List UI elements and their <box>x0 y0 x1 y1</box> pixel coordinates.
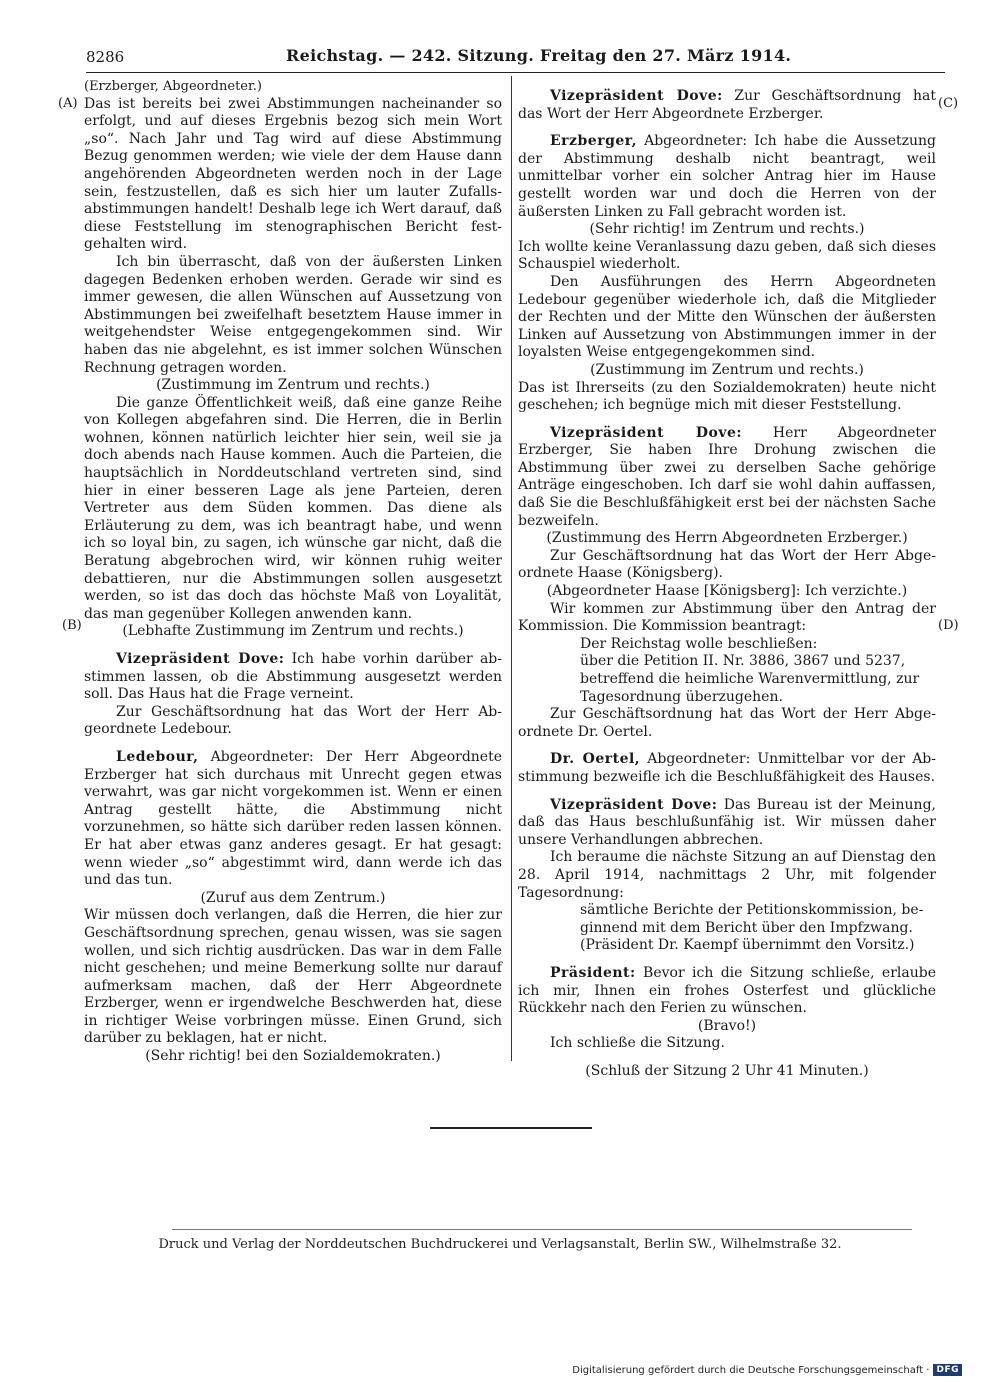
margin-marker-c: (C) <box>938 96 959 111</box>
paragraph: Zur Geschäftsordnung hat das Wort der Herr Abgeordnete Haase (Königsberg). <box>518 547 936 582</box>
speech-paragraph <box>518 88 936 123</box>
speech-text: Abgeordneter: Ich habe die Aussetzung der Abstimmung deshalb nicht beantragt, weil unmittelbar vorher ein solcher Antrag hier im Hause gestellt worden war und doch die Herren von der äußersten Linken zu Fall gebracht worden ist. <box>518 133 936 220</box>
interjection: (Sehr richtig! im Zentrum und rechts.) <box>589 221 865 238</box>
speaker-name: Vizepräsident Dove: <box>550 424 743 441</box>
interjection: (Abgeordneter Haase [Königsberg]: Ich verzichte.) <box>546 583 908 600</box>
speaker-name: Vizepräsident Dove: <box>116 651 285 667</box>
interjection: (Zuruf aus dem Zentrum.) <box>200 889 386 906</box>
paragraph: Ich beraume die nächste Sitzung an auf Dienstag den 28. April 1914, nachmittags 2 Uhr, mit folgender Tagesordnung: <box>518 849 936 901</box>
digitization-note <box>572 1364 962 1376</box>
paragraph: Zur Geschäftsordnung hat das Wort der Herr Abgeordnete Ledebour. <box>84 703 502 738</box>
speaker-name: Dr. Oertel, <box>550 751 641 768</box>
paragraph: Wir müssen doch verlangen, daß die Herren, die hier zur Geschäftsordnung sprechen, genau wissen, was sie sagen wollen, und sich richtig ausdrücken. Das war in dem Falle nicht geschehen; und meine Bemerkung sollte nur darauf aufmerksam machen, daß der Herr Abgeordnete Erzberger, wenn er irgendwelche Beschwerden hat, diese in richtiger Weise vorbringen müsse. Einen Grund, sich darüber zu beklagen, hat er nicht. <box>84 907 502 1047</box>
session-close-note: (Schluß der Sitzung 2 Uhr 41 Minuten.) <box>585 1062 869 1079</box>
paragraph: Die ganze Öffentlichkeit weiß, daß eine ganze Reihe von Kollegen abgefahren sind. Die Herren, die in Berlin wohnen, können natürlich leichter hier sein, weil sie ja doch abends nach Hause kommen. Auch die Parteien, die hauptsächlich in Norddeutschland vertreten sind, sind hier in einer besseren Lage als jene Parteien, deren Vertreter aus dem Süden kommen. Das diene als Erläuterung zu dem, was ich beantragt habe, und wenn ich so loyal bin, zu sagen, ich wünsche gar nicht, daß die Beratung abgebrochen wird, wir können ruhig weiter debattieren, nur die Abstimmungen sollen ausgesetzt werden, so ist das doch das höchste Maß von Loyalität, das man gegenüber Kollegen anwenden kann. <box>84 394 502 622</box>
column-divider <box>511 76 512 1061</box>
speech-text: Herr Abgeordneter Erzberger, Sie haben Ihre Drohung zwischen die Abstimmung über zwei zu derselben Sache gehörige Anträge eingeschoben. Ich darf sie wohl dahin auffassen, daß Sie die Beschlußfähigkeit erst bei der nächsten Sache bezweifeln. <box>518 424 936 529</box>
speech-paragraph <box>518 797 936 850</box>
paragraph: Das ist Ihrerseits (zu den Sozialdemokraten) heute nicht geschehen; ich begnüge mich mit dieser Feststellung. <box>518 379 936 414</box>
end-rule <box>430 1127 592 1129</box>
page-number: 8286 <box>86 48 125 66</box>
paragraph: Ich wollte keine Veranlassung dazu geben, daß sich dieses Schauspiel wiederholt. <box>518 238 936 273</box>
interjection: (Zustimmung im Zentrum und rechts.) <box>156 377 430 394</box>
paragraph: Zur Geschäftsordnung hat das Wort der Herr Abgeordnete Dr. Oertel. <box>518 706 936 740</box>
margin-marker-a: (A) <box>58 96 78 111</box>
speech-paragraph <box>518 965 936 1018</box>
speech-paragraph <box>518 751 936 786</box>
interjection: (Bravo!) <box>697 1017 757 1034</box>
speech-paragraph <box>84 651 502 704</box>
paragraph: Wir kommen zur Abstimmung über den Antrag der Kommission. Die Kommission beantragt: <box>518 600 936 635</box>
printer-imprint: Druck und Verlag der Norddeutschen Buchdruckerei und Verlagsanstalt, Berlin SW., Wilhelmstraße 32. <box>158 1237 842 1252</box>
paragraph: Ich schließe die Sitzung. <box>550 1035 725 1052</box>
margin-marker-d: (D) <box>938 618 959 633</box>
motion-heading: Der Reichstag wolle beschließen: <box>580 635 818 652</box>
speaker-name: Präsident: <box>550 964 636 981</box>
speaker-name: Erzberger, <box>550 133 637 150</box>
header-rule <box>86 72 945 73</box>
left-column <box>84 78 502 1066</box>
page-header <box>86 46 945 72</box>
dfg-logo: DFG <box>933 1364 962 1376</box>
paragraph: Das ist bereits bei zwei Abstimmungen nacheinander so erfolgt, und auf dieses Ergebnis bezog sich mein Wort „so“. Nach Jahr und Tag wird auf diese Abstimmung Bezug genommen werden; wie viele der dem Hause dann angehörenden Abgeordneten werden noch in der Lage sein, festzustellen, daß es sich hier um lauter Zufallsabstimmungen handelt! Deshalb lege ich Wert darauf, daß diese Feststellung im stenographischen Bericht festgehalten wird. <box>84 95 502 253</box>
speech-text: Das Bureau ist der Meinung, daß das Haus beschlußunfähig ist. Wir müssen daher unsere Verhandlungen abbrechen. <box>518 796 936 848</box>
speech-text: Abgeordneter: Der Herr Abgeordnete Erzberger hat sich durchaus mit Unrecht gegen etwas verwahrt, was gar nicht vorgekommen ist. Wenn er einen Antrag gestellt hätte, die Abstimmung nicht vorzunehmen, so hätte sich darüber reden lassen können. Er hat aber etwas ganz anderes gesagt. Er hat gesagt: wenn wieder „so“ abgestimmt wird, dann werde ich das und das tun. <box>84 748 502 889</box>
motion-text: über die Petition II. Nr. 3886, 3867 und 5237, betreffend die heimliche Warenvermittlung, zur Tagesordnung überzugehen. <box>580 653 920 705</box>
digitization-text: Digitalisierung gefördert durch die Deutsche Forschungsgemeinschaft · <box>572 1364 930 1376</box>
interjection: (Zustimmung des Herrn Abgeordneten Erzberger.) <box>546 530 908 547</box>
agenda-item: sämtliche Berichte der Petitionskommission, beginnend mit dem Bericht über den Impfzwang. <box>580 902 924 936</box>
speaker-name: Vizepräsident Dove: <box>550 796 718 813</box>
right-column <box>518 78 936 1080</box>
interjection: (Lebhafte Zustimmung im Zentrum und rechts.) <box>122 623 464 640</box>
speech-paragraph <box>518 133 936 221</box>
footer-rule <box>172 1229 912 1230</box>
margin-marker-b: (B) <box>62 618 82 633</box>
interjection: (Präsident Dr. Kaempf übernimmt den Vorsitz.) <box>580 937 915 954</box>
speech-paragraph <box>518 425 936 531</box>
paragraph: Ich bin überrascht, daß von der äußersten Linken dagegen Bedenken erhoben werden. Gerade wir sind es immer gewesen, die allen Wünschen auf Aussetzung von Abstimmungen bei zweifelhaft besetztem Hause immer in weitgehendster Weise entgegengekommen sind. Wir haben das nie abgelehnt, es ist immer solchen Wünschen Rechnung getragen worden. <box>84 253 502 376</box>
speech-text: Bevor ich die Sitzung schließe, erlaube ich mir, Ihnen ein frohes Osterfest und glückliche Rückkehr nach den Ferien zu wünschen. <box>518 964 936 1017</box>
speech-text: Abgeordneter: Unmittelbar vor der Abstimmung bezweifle ich die Beschlußfähigkeit des Hauses. <box>518 751 936 785</box>
speech-text: Zur Geschäftsordnung hat das Wort der Herr Abgeordnete Erzberger. <box>518 88 936 122</box>
running-title: Reichstag. — 242. Sitzung. Freitag den 27. März 1914. <box>286 46 792 65</box>
speaker-name: Ledebour, <box>116 748 199 765</box>
speaker-name: Vizepräsident Dove: <box>550 88 723 104</box>
interjection: (Zustimmung im Zentrum und rechts.) <box>590 361 864 378</box>
speaker-attribution: (Erzberger, Abgeordneter.) <box>84 79 262 94</box>
interjection: (Sehr richtig! bei den Sozialdemokraten.) <box>145 1048 441 1065</box>
speech-paragraph <box>84 749 502 890</box>
speech-text: Ich habe vorhin darüber abstimmen lassen, ob die Abstimmung ausgesetzt werden soll. Das Haus hat die Frage verneint. <box>84 651 502 703</box>
paragraph: Den Ausführungen des Herrn Abgeordneten Ledebour gegenüber wiederhole ich, daß die Mitglieder der Rechten und der Mitte den Wünschen der äußersten Linken auf Aussetzung von Abstimmungen immer in der loyalsten Weise entgegengekommen sind. <box>518 273 936 361</box>
